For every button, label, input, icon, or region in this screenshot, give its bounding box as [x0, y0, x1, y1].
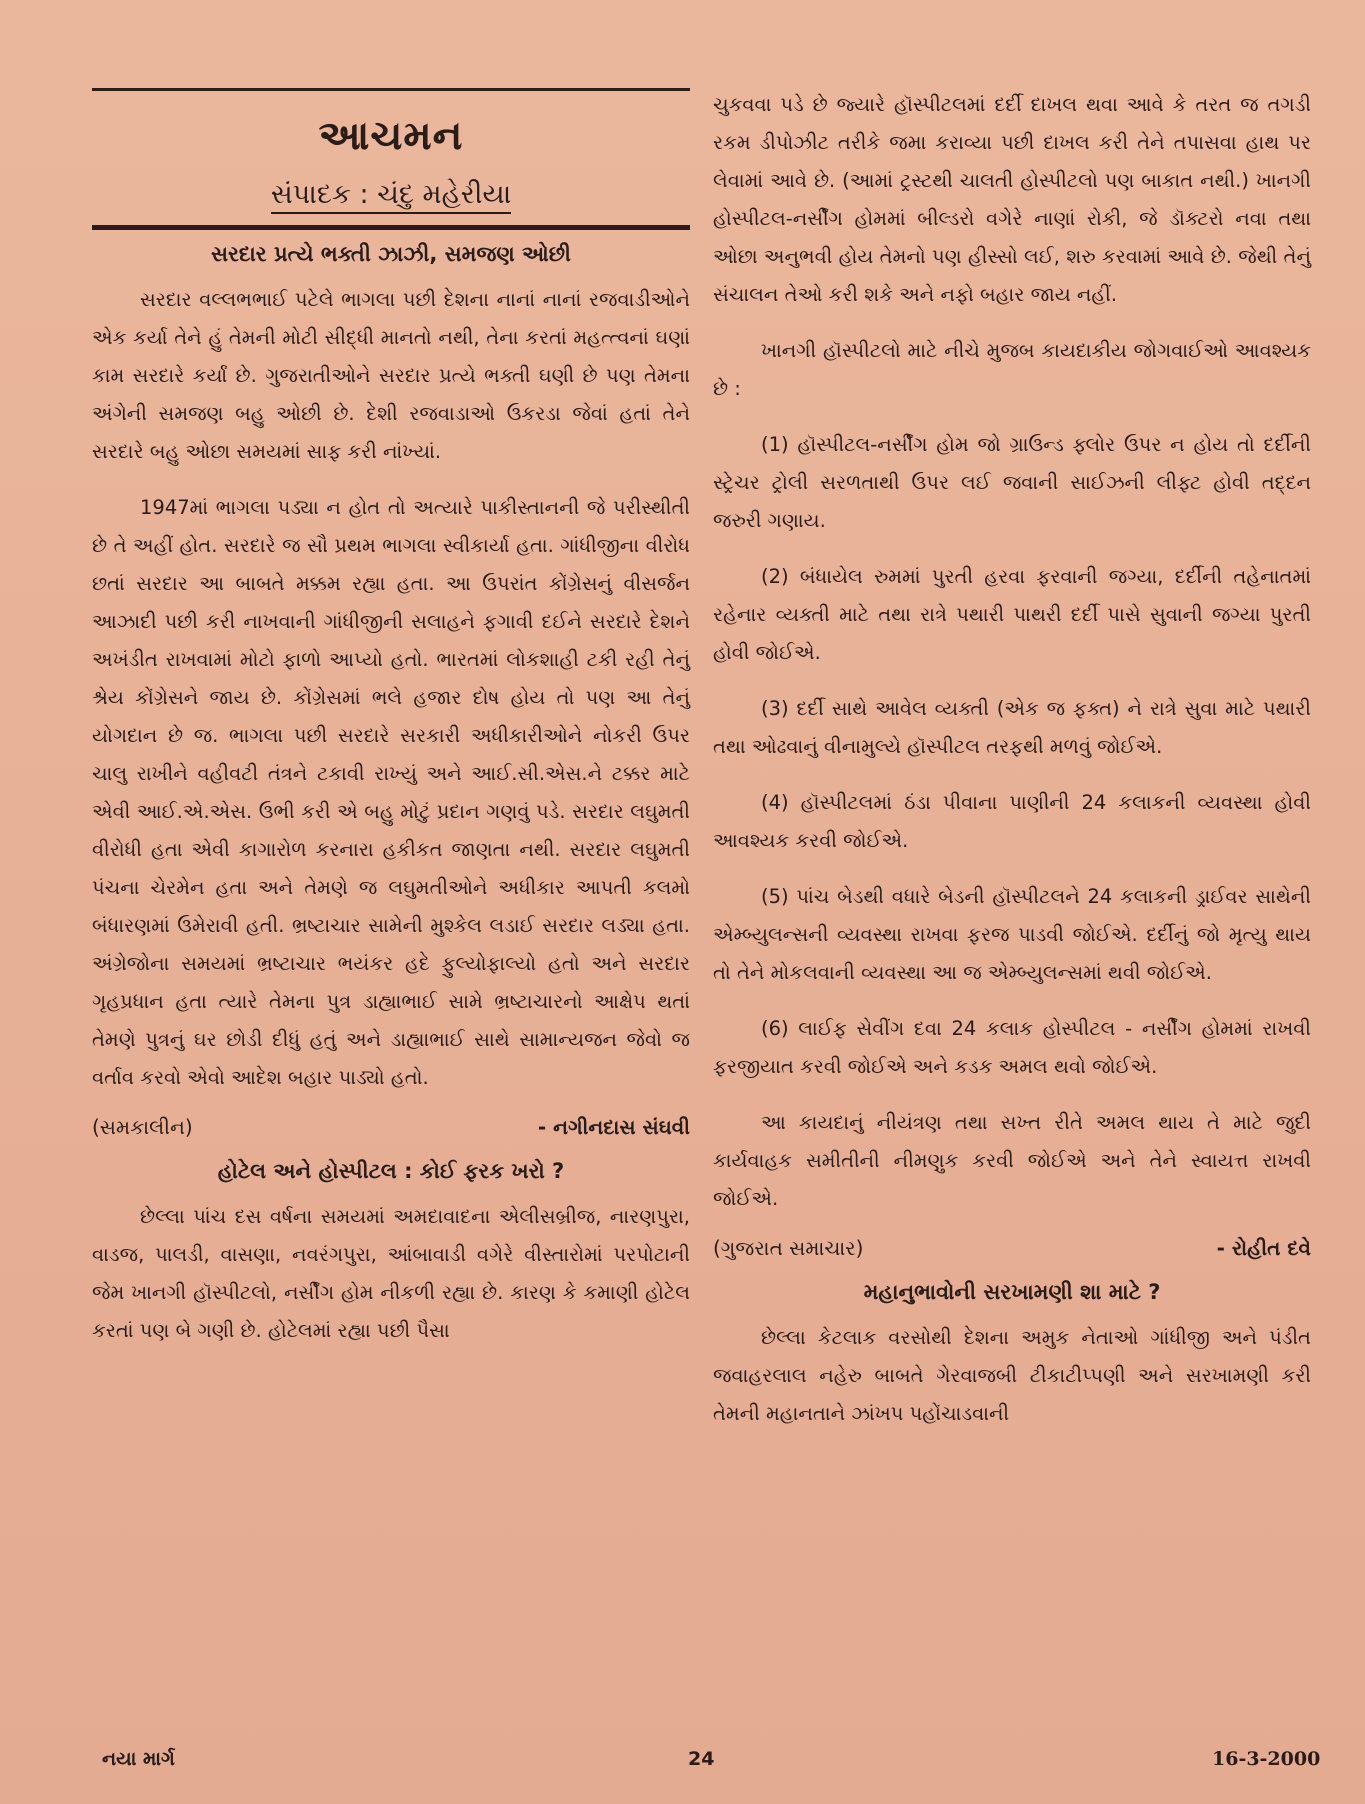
publication-name: નયા માર્ગ [102, 1748, 175, 1770]
article2-paragraph-2: ખાનગી હૉસ્પીટલો માટે નીચે મુજબ કાયદાકીય જોગવાઈઓ આવશ્યક છે : [713, 339, 1311, 400]
left-column [92, 80, 690, 1368]
article2-paragraph-3: આ કાયદાનું નીયંત્રણ તથા સખ્ત રીતે અમલ થાય તે માટે જુદી કાર્યવાહક સમીતીની નીમણુક કરવી જોઈએ અને તેને સ્વાયત્ત રાખવી જોઈએ. [713, 1111, 1311, 1210]
article2-paragraph-1: છેલ્લા પાંચ દસ વર્ષના સમયમાં અમદાવાદના એલીસબ્રીજ, નારણપુરા, વાડજ, પાલડી, વાસણા, નવરંગપુરા, આંબાવાડી વગેરે વીસ્તારોમાં પરપોટાની જેમ ખાનગી હૉસ્પીટલો, નર્સીંગ હોમ નીકળી રહ્યા છે. કારણ કે કમાણી હોટેલ કરતાં પણ બે ગણી છે. હોટેલમાં રહ્યા પછી પૈસા [92, 1205, 690, 1342]
page-number: 24 [688, 1748, 715, 1770]
issue-date: 16-3-2000 [1212, 1748, 1321, 1770]
article2-item-6: (6) લાઈફ સેવીંગ દવા 24 કલાક હોસ્પીટલ - નર્સીંગ હોમમાં રાખવી ફરજીયાત કરવી જોઈએ અને કડક અમલ થવો જોઈએ. [713, 1017, 1311, 1078]
article2-author: - રોહીત દવે [1216, 1236, 1311, 1260]
article2-item-4: (4) હૉસ્પીટલમાં ઠંડા પીવાના પાણીની 24 કલાકની વ્યવસ્થા હોવી આવશ્યક કરવી જોઈએ. [713, 791, 1311, 852]
article3-paragraph-1: છેલ્લા કેટલાક વરસોથી દેશના અમુક નેતાઓ ગાંધીજી અને પંડીત જવાહરલાલ નહેરુ બાબતે ગેરવાજબી ટીકાટીપ્પણી અને સરખામણી કરી તેમની મહાનતાને ઝાંખપ પહોંચાડવાની [713, 1326, 1311, 1425]
article1-paragraph-2: 1947માં ભાગલા પડ્યા ન હોત તો અત્યારે પાકીસ્તાનની જે પરીસ્થીતી છે તે અહીં હોત. સરદારે જ સૌ પ્રથમ ભાગલા સ્વીકાર્યા હતા. ગાંધીજીના વીરોધ છતાં સરદાર આ બાબતે મક્કમ રહ્યા હતા. આ ઉપરાંત કોંગ્રેસનું વીસર્જન આઝાદી પછી કરી નાખવાની ગાંધીજીની સલાહને ફગાવી દઈને સરદારે દેશને અખંડીત રાખવામાં મોટો ફાળો આપ્યો હતો. ભારતમાં લોકશાહી ટકી રહી તેનું શ્રેય કોંગ્રેસને જાય છે. કોંગ્રેસમાં ભલે હજાર દોષ હોય તો પણ આ તેનું યોગદાન છે જ. ભાગલા પછી સરદારે સરકારી અધીકારીઓને નોકરી ઉપર ચાલુ રાખીને વહીવટી તંત્રને ટકાવી રાખ્યું અને આઈ.સી.એસ.ને ટક્કર માટે એવી આઈ.એ.એસ. ઉભી કરી એ બહુ મોટું પ્રદાન ગણવું પડે. સરદાર લઘુમતી વીરોધી હતા એવી કાગારોળ કરનારા હકીકત જાણતા નથી. સરદાર લઘુમતી પંચના ચેરમેન હતા અને તેમણે જ લઘુમતીઓને અધીકાર આપતી કલમો બંધારણમાં ઉમેરાવી હતી. ભ્રષ્ટાચાર સામેની મુશ્કેલ લડાઈ સરદાર લડ્યા હતા. અંગ્રેજોના સમયમાં ભ્રષ્ટાચાર ભયંકર હદે ફુલ્યોફાલ્યો હતો અને સરદાર ગૃહપ્રધાન હતા ત્યારે તેમના પુત્ર ડાહ્યાભાઈ સામે ભ્રષ્ટાચારનો આક્ષેપ થતાં તેમણે પુત્રનું ઘર છોડી દીધું હતું અને ડાહ્યાભાઈ સાથે સામાન્યજન જેવો જ વર્તાવ કરવો એવો આદેશ બહાર પાડ્યો હતો. [92, 496, 690, 1089]
section-masthead: આચમન [318, 113, 464, 159]
article3-title: મહાનુભાવોની સરખામણી શા માટે ? [863, 1280, 1161, 1304]
article1-signature [92, 1115, 690, 1139]
page-footer [0, 1748, 1365, 1788]
editor-name: સંપાદક : ચંદુ મહેરીયા [271, 179, 511, 214]
top-rule [92, 88, 690, 91]
article2-source: (ગુજરાત સમાચાર) [713, 1236, 864, 1260]
article1-paragraph-1: સરદાર વલ્લભભાઈ પટેલે ભાગલા પછી દેશના નાનાં નાનાં રજવાડીઓને એક કર્યા તેને હું તેમની મોટી સીદ્ધી માનતો નથી, તેના કરતાં મહત્ત્વનાં ઘણાં કામ સરદારે કર્યાં છે. ગુજરાતીઓને સરદાર પ્રત્યે ભક્તી ઘણી છે પણ તેમના અંગેની સમજણ બહુ ઓછી છે. દેશી રજવાડાઓ ઉકરડા જેવાં હતાં તેને સરદારે બહુ ઓછા સમયમાં સાફ કરી નાંખ્યાં. [92, 288, 690, 463]
article2-item-5: (5) પાંચ બેડથી વધારે બેડની હૉસ્પીટલને 24 કલાકની ડ્રાઈવર સાથેની એમ્બ્યુલન્સની વ્યવસ્થા રાખવા ફરજ પાડવી જોઈએ. દર્દીનું જો મૃત્યુ થાય તો તેને મોકલવાની વ્યવસ્થા આ જ એમ્બ્યુલન્સમાં થવી જોઈએ. [713, 885, 1311, 984]
article1-title: સરદાર પ્રત્યે ભક્તી ઝાઝી, સમજણ ઓછી [211, 242, 571, 266]
thick-rule [92, 225, 690, 230]
article2-signature [713, 1236, 1311, 1260]
article2-item-3: (3) દર્દી સાથે આવેલ વ્યક્તી (એક જ ફક્ત) ને રાત્રે સુવા માટે પથારી તથા ઓઢવાનું વીનામુલ્યે હૉસ્પીટલ તરફથી મળવું જોઈએ. [713, 697, 1311, 758]
article2-item-2: (2) બંધાયેલ રુમમાં પુરતી હરવા ફરવાની જગ્યા, દર્દીની તહેનાતમાં રહેનાર વ્યક્તી માટે તથા રાત્રે પથારી પાથરી દર્દી પાસે સુવાની જગ્યા પુરતી હોવી જોઈએ. [713, 565, 1311, 664]
article2-title: હોટેલ અને હોસ્પીટલ : કોઈ ફરક ખરો ? [217, 1159, 565, 1183]
article1-source: (સમકાલીન) [92, 1115, 193, 1139]
right-column [713, 86, 1311, 1451]
article2-paragraph-1-continued: ચુકવવા પડે છે જ્યારે હૉસ્પીટલમાં દર્દી દાખલ થવા આવે કે તરત જ તગડી રકમ ડીપોઝીટ તરીકે જમા કરાવ્યા પછી દાખલ કરી તેને તપાસવા હાથ પર લેવામાં આવે છે. (આમાં ટ્રસ્ટથી ચાલતી હોસ્પીટલો પણ બાકાત નથી.) ખાનગી હોસ્પીટલ-નર્સીંગ હોમમાં બીલ્ડરો વગેરે નાણાં રોકી, જે ડૉક્ટરો નવા તથા ઓછા અનુભવી હોય તેમનો પણ હીસ્સો લઈ, શરુ કરવામાં આવે છે. જેથી તેનું સંચાલન તેઓ કરી શકે અને નફો બહાર જાય નહીં. [713, 93, 1311, 306]
article2-item-1: (1) હૉસ્પીટલ-નર્સીંગ હોમ જો ગ્રાઉન્ડ ફ્લોર ઉપર ન હોય તો દર્દીની સ્ટ્રેચર ટ્રોલી સરળતાથી ઉપર લઈ જવાની સાઈઝની લીફ્ટ હોવી તદ્દન જરુરી ગણાય. [713, 433, 1311, 532]
article1-author: - નગીનદાસ સંઘવી [537, 1115, 690, 1139]
editor-line [92, 179, 690, 211]
